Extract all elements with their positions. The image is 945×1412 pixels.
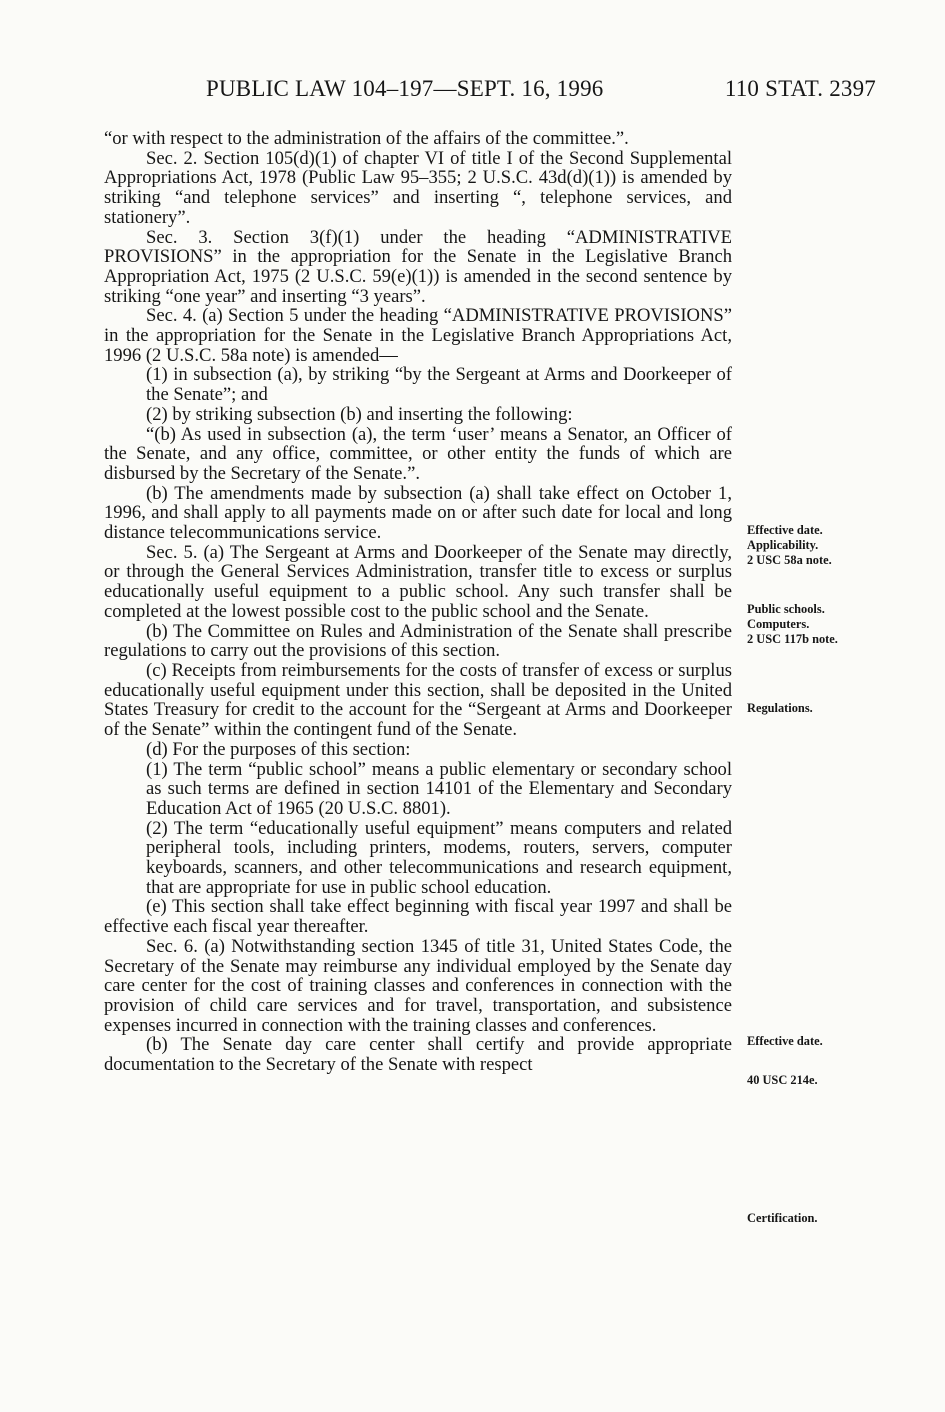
margin-note: Effective date. xyxy=(747,523,823,537)
margin-note: Certification. xyxy=(747,1211,818,1225)
section-5: Sec. 5. (a) The Sergeant at Arms and Doorkeeper of the Senate may directly, or through the General Services Administration, transfer title to excess or surplus educationally useful equipment to a public school. Any such transfer shall be completed at the lowest possible cost to the public school and the Senate. xyxy=(104,541,732,622)
page-body xyxy=(104,129,732,1075)
margin-note: Public schools. xyxy=(747,602,825,616)
section-3: Sec. 3. Section 3(f)(1) under the heading “ADMINISTRATIVE PROVISIONS” in the appropriation for the Senate in the Legislative Branch Appropriation Act, 1975 (2 U.S.C. 59(e)(1)) is amended in the second sentence by striking “one year” and inserting “3 years”. xyxy=(104,226,732,307)
definition-paragraph: (1) The term “public school” means a public elementary or secondary school as such terms are defined in section 14101 of the Elementary and Secondary Education Act of 1965 (20 U.S.C. 8801). xyxy=(146,758,732,819)
header-page-number: 110 STAT. 2397 xyxy=(724,76,876,101)
paragraph: (1) in subsection (a), by striking “by the Sergeant at Arms and Doorkeeper of the Senate”; and xyxy=(146,364,732,406)
margin-note: 2 USC 58a note. xyxy=(747,553,832,567)
section-6: Sec. 6. (a) Notwithstanding section 1345 of title 31, United States Code, the Secretary of the Senate may reimburse any individual employed by the Senate day care center for the cost of training classes and conferences in connection with the provision of child care services and for travel, transportation, and subsistence expenses incurred in connection with the training classes and conferences. xyxy=(104,935,732,1036)
paragraph: (2) by striking subsection (b) and inserting the following: xyxy=(146,403,573,425)
margin-note: Effective date. xyxy=(747,1034,823,1048)
paragraph: (c) Receipts from reimbursements for the costs of transfer of excess or surplus educationally useful equipment under this section, shall be deposited in the United States Treasury for credit to the account for the “Sergeant at Arms and Doorkeeper of the Senate” within the contingent fund of the Senate. xyxy=(104,659,732,741)
margin-note: Computers. xyxy=(747,617,810,631)
quoted-subsection: “(b) As used in subsection (a), the term ‘user’ means a Senator, an Officer of the Senate, and any office, committee, or other entity the funds of which are disbursed by the Secretary of the Senate.”. xyxy=(104,423,732,484)
section-4: Sec. 4. (a) Section 5 under the heading “ADMINISTRATIVE PROVISIONS” in the appropriation for the Senate in the Legislative Branch Appropriations Act, 1996 (2 U.S.C. 58a note) is amended— xyxy=(104,305,732,366)
margin-note: Regulations. xyxy=(747,701,813,715)
section-2: Sec. 2. Section 105(d)(1) of chapter VI of title I of the Second Supplemental Appropriations Act, 1978 (Public Law 95–355; 2 U.S.C. 43d(d)(1)) is amended by striking “and telephone services” and inserting “, telephone services, and stationery”. xyxy=(104,147,732,228)
paragraph: (d) For the purposes of this section: xyxy=(146,738,411,760)
header-title: PUBLIC LAW 104–197—SEPT. 16, 1996 xyxy=(206,76,604,101)
definition-paragraph: (2) The term “educationally useful equipment” means computers and related peripheral tools, including printers, modems, routers, servers, computer keyboards, scanners, and other telecommunications and research equipment, that are appropriate for use in public school education. xyxy=(146,817,732,898)
margin-note: 40 USC 214e. xyxy=(747,1073,818,1087)
paragraph: (e) This section shall take effect beginning with fiscal year 1997 and shall be effective each fiscal year thereafter. xyxy=(104,896,732,938)
margin-note: 2 USC 117b note. xyxy=(747,632,838,646)
paragraph: (b) The amendments made by subsection (a) shall take effect on October 1, 1996, and shall apply to all payments made on or after such date for local and long distance telecommunications service. xyxy=(104,482,732,544)
margin-note: Applicability. xyxy=(747,538,819,552)
paragraph: (b) The Senate day care center shall certify and provide appropriate documentation to the Secretary of the Senate with respect xyxy=(104,1034,732,1076)
paragraph: (b) The Committee on Rules and Administration of the Senate shall prescribe regulations to carry out the provisions of this section. xyxy=(104,620,732,662)
paragraph: “or with respect to the administration of the affairs of the committee.”. xyxy=(104,128,629,149)
